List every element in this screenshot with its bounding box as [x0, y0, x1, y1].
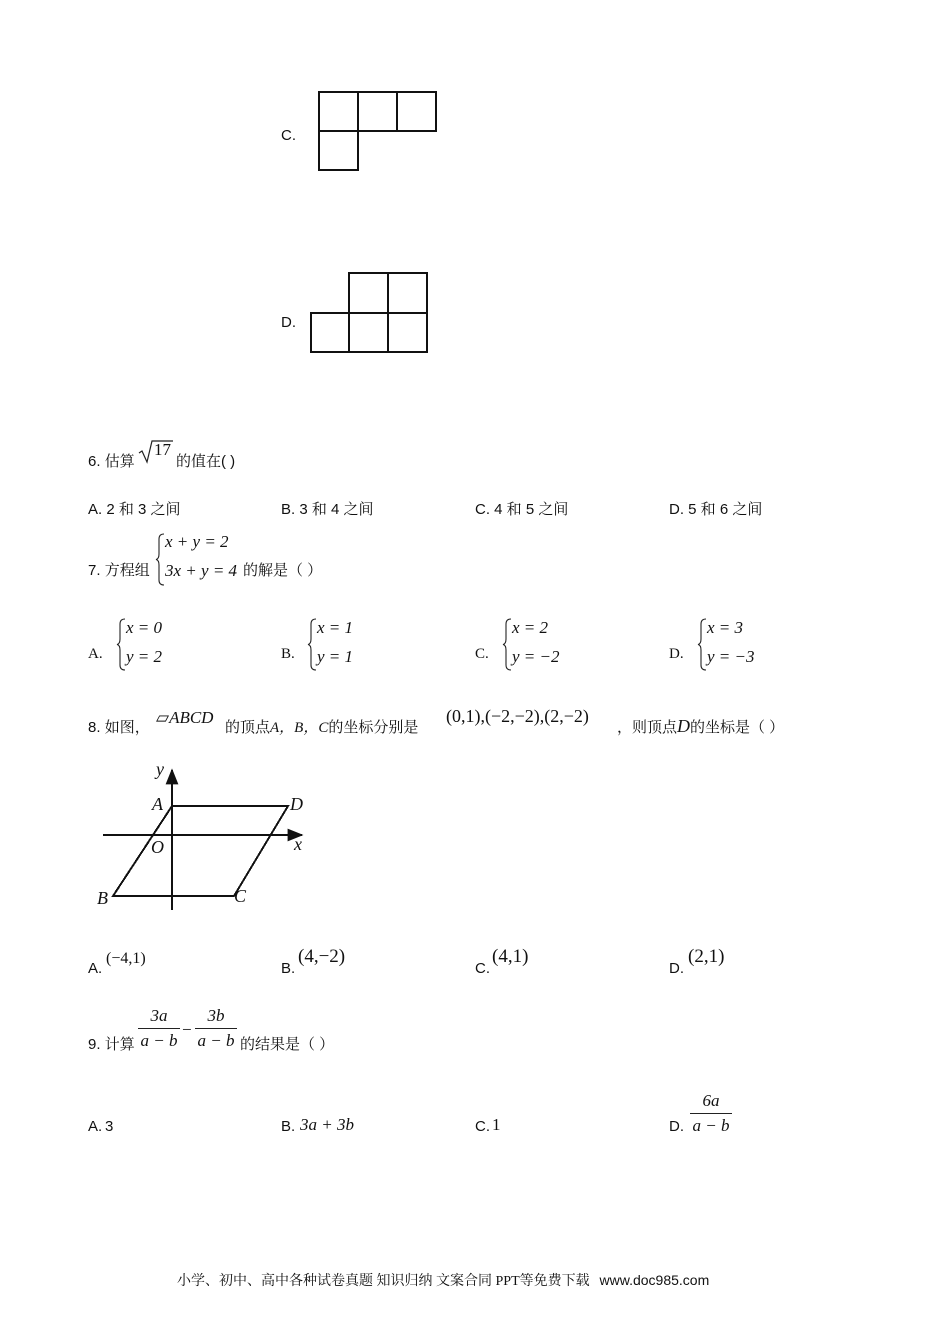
q9-option-d-fraction	[690, 1091, 732, 1136]
q7-option-d-line2: y = −3	[707, 647, 755, 666]
q8-vertices: A，B，C	[270, 720, 329, 736]
q7-stem-pre: 方程组	[104, 562, 150, 579]
q8-label-y: y	[156, 759, 164, 779]
q7-option-c-line2: y = −2	[512, 647, 560, 666]
q7-option-c-system	[502, 617, 582, 672]
q7-option-a-line2: y = 2	[126, 647, 163, 666]
q7-option-c-label: C.	[475, 646, 489, 662]
q7-stem	[88, 559, 150, 580]
q9-fraction-1-numerator: 3a	[150, 1006, 168, 1025]
q9-option-b-label: B.	[281, 1118, 296, 1135]
q8-parallelogram-figure	[95, 758, 320, 918]
q6-stem	[88, 450, 135, 471]
q8-stem-mid2: 的坐标分别是	[328, 719, 419, 736]
q9-option-d-label: D.	[669, 1118, 684, 1135]
q9-fraction-1	[138, 1006, 180, 1051]
q5-option-d-figure	[307, 269, 433, 356]
q7-option-b-system	[307, 617, 377, 672]
q7-option-c-line1: x = 2	[512, 618, 549, 637]
q8-option-b-label: B.	[281, 960, 296, 977]
q5-option-c-label: C.	[281, 127, 296, 144]
q8-label-d: D	[290, 794, 303, 814]
q8-stem-mid-text: 的顶点	[225, 719, 271, 736]
q8-figure-name: ▱ABCD	[156, 708, 214, 727]
q8-target: D	[677, 716, 691, 736]
q8-option-a-label: A.	[88, 960, 103, 977]
q5-option-d-label: D.	[281, 314, 296, 331]
q7-option-d-label: D.	[669, 646, 684, 662]
q9-stem-pre: 计算	[104, 1036, 135, 1053]
q8-parallelogram	[113, 806, 288, 896]
q8-stem-mid	[225, 716, 418, 737]
q7-option-b-brace	[307, 617, 317, 672]
q9-fraction-2	[195, 1006, 237, 1051]
q6-stem-post: 的值在( )	[176, 453, 236, 470]
q9-fraction-2-denominator: a − b	[197, 1031, 235, 1050]
q8-option-c-label: C.	[475, 960, 490, 977]
page-footer	[177, 1270, 709, 1290]
q6-radicand: 17	[154, 440, 171, 459]
q7-option-b-line2: y = 1	[317, 647, 354, 666]
q8-label-x: x	[294, 834, 302, 854]
q8-number: 8.	[88, 719, 101, 736]
q8-option-d-value: (2,1)	[688, 946, 725, 967]
q9-fraction-2-bar	[195, 1028, 237, 1029]
q7-option-a-label: A.	[88, 646, 103, 662]
q9-option-d-numerator: 6a	[702, 1091, 720, 1110]
q8-stem-mid3: ，则顶点	[617, 719, 678, 736]
q9-stem	[88, 1033, 135, 1054]
q7-equation-system	[155, 532, 255, 587]
q9-fraction-1-bar	[138, 1028, 180, 1029]
footer-url[interactable]: www.doc985.com	[599, 1272, 710, 1288]
q8-option-a-value: (−4,1)	[106, 950, 146, 967]
q8-option-d-label: D.	[669, 960, 684, 977]
q8-stem-pre: 如图，	[104, 719, 150, 736]
q7-stem-post: 的解是（ ）	[243, 562, 323, 579]
q7-eq1: x + y = 2	[165, 532, 229, 551]
q9-option-a-label: A.	[88, 1118, 103, 1135]
q7-option-a-system	[116, 617, 186, 672]
q8-label-b: B	[97, 888, 108, 908]
q5-option-c-figure	[315, 88, 440, 174]
q8-label-c: C	[234, 886, 247, 906]
q6-stem-pre: 估算	[104, 453, 135, 470]
q6-option-b: B. 3 和 4 之间	[281, 501, 374, 518]
footer-text: 小学、初中、高中各种试卷真题 知识归纳 文案合同 PPT等免费下载	[177, 1274, 590, 1289]
q6-number: 6.	[88, 453, 101, 470]
q9-option-c-value: 1	[492, 1115, 501, 1134]
q7-option-d-system	[697, 617, 777, 672]
q6-option-c: C. 4 和 5 之间	[475, 501, 569, 518]
q7-option-a-brace	[116, 617, 126, 672]
q7-number: 7.	[88, 562, 101, 579]
q8-stem-post	[617, 716, 784, 737]
q9-minus: −	[182, 1020, 192, 1039]
q7-brace	[155, 532, 165, 587]
q9-fraction-1-denominator: a − b	[140, 1031, 178, 1050]
q8-label-a: A	[152, 794, 163, 814]
q8-option-c-value: (4,1)	[492, 946, 529, 967]
q7-eq2: 3x + y = 4	[165, 561, 238, 580]
q7-option-a-line1: x = 0	[126, 618, 163, 637]
q9-stem-post: 的结果是（ ）	[240, 1036, 335, 1053]
q9-option-a-value: 3	[105, 1118, 114, 1135]
q9-option-c-label: C.	[475, 1118, 490, 1135]
q8-option-b-value: (4,−2)	[298, 946, 346, 967]
q6-option-d: D. 5 和 6 之间	[669, 501, 763, 518]
q9-option-b-value: 3a + 3b	[300, 1115, 354, 1134]
q8-stem	[88, 716, 150, 737]
q8-coords: (0,1),(−2,−2),(2,−2)	[446, 706, 589, 726]
q7-option-d-brace	[697, 617, 707, 672]
q6-option-a: A. 2 和 3 之间	[88, 501, 181, 518]
q9-option-d-denominator: a − b	[692, 1116, 730, 1135]
q8-label-o: O	[151, 837, 164, 857]
q7-option-b-line1: x = 1	[317, 618, 354, 637]
q9-number: 9.	[88, 1036, 101, 1053]
q9-option-d-bar	[690, 1113, 732, 1114]
q7-option-d-line1: x = 3	[707, 618, 744, 637]
q7-option-b-label: B.	[281, 646, 295, 662]
q9-fraction-2-numerator: 3b	[207, 1006, 225, 1025]
q8-stem-post-text: 的坐标是（ ）	[690, 719, 785, 736]
q7-option-c-brace	[502, 617, 512, 672]
